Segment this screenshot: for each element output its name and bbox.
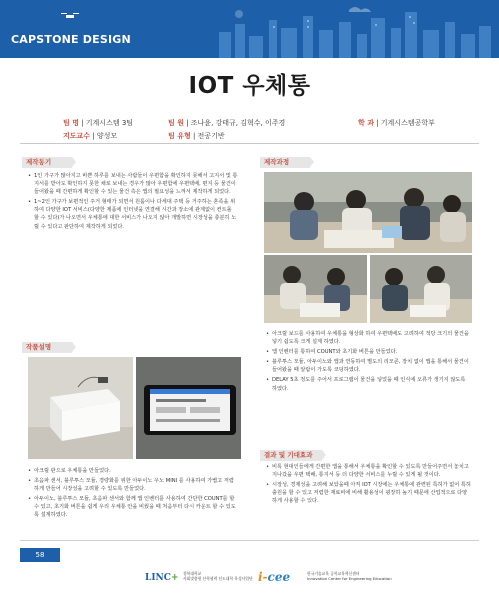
product-text [28,467,238,522]
product-paragraph: • 아두이노, 블루투스 모듈, 초음파 센서와 함께 앱 인벤터를 사용하여 간단한 COUNT를 할 수 있고, 초기화 버튼을 쉽게 우리 우체통 안을 비웠을 때 처음부터 다시 카운트 할 수 있도록 설계하였다. [28,495,238,519]
product-paragraph: • 아크릴 판으로 우체통을 만들었다. [28,467,238,475]
section-header-product: 작품설명 [22,342,72,353]
divider [20,143,479,144]
page-title: IOT 우체통 [188,73,311,99]
process-paragraph: • DELAY 5초 정도를 주어서 프로그램이 물건을 넣었을 때 인식에 오류가 생기지 않도록 하였다. [266,376,472,392]
icee-logo-caption: 한국기술교육 공학교육혁신센터 Innovation Center for Engineering Education [307,571,392,581]
linc-logo-caption: 경북대학교 사회맞춤형 산학협력 선도대학 육성사업단 [183,571,253,581]
footer-divider [20,540,479,541]
brand-title: CAPSTONE DESIGN [11,33,131,46]
team-name-field: 팀 명 | 기계시스템 3팀 [63,119,134,127]
section-header-process: 제작과정 [260,157,310,168]
process-paragraph: • 아크릴 보드를 사용하여 우체통을 형상화 하여 우편택배도 고려하여 적당 크기의 물건을 넣기 쉽도록 크게 설계 하였다. [266,330,472,346]
motivation-paragraph: • 1인 가구가 많아지고 바쁜 하루를 보내는 사람들이 우편함을 확인하지 못해서 고지서 및 통지서를 받아도 확인하지 못한 채로 보내는 경우가 많아 우편함에 우편택배, 편지 등 물건이 들어왔을 때 간편하게 확인할 수 있는 물건 측은 앱의 필요성을 느껴서 제작하게 되었다. [28,172,238,196]
motivation-text [28,172,238,233]
team-members-field: 팀 원 | 조나윤, 강태규, 김혁수, 이주경 [168,119,286,127]
process-photo [370,255,472,323]
process-text [266,330,472,395]
process-paragraph: • 블루투스 모듈, 아두이노와 앱과 연동하여 별도의 리모콘, 장치 없이 앱을 통해서 물건이 들어왔을 때 알람이 가도록 코딩하였다. [266,358,472,374]
page-number: 58 [20,548,60,562]
results-paragraph: • 비록 현대인들에게 간편한 앱을 통해서 우체통을 확인할 수 있도록 만들어주면서 놓치고 지나갔을 우편 택배, 통지서 등 더 다양한 서비스를 누릴 수 있게 될 것이다. [266,463,472,479]
product-paragraph: • 초음파 센서, 블루투스 모듈, 경량화를 위한 아두이노 우노 MINI 를 사용하여 가볍고 저렴하게 만들어 시장성을 고려할 수 있도록 만들었다. [28,477,238,493]
drone-icon [60,12,80,20]
results-paragraph: • 시장성, 경제성을 고려해 보았을때 아직 IOT 시장에는 우체통에 관련된 특허가 없어 특허 출원을 할 수 있고 저렴한 재료비에 비해 활용성이 굉장히 높기 때문에 산업적으로 다양하게 사용할 수 있다. [266,481,472,505]
process-paragraph: • 앱 인벤터를 통하여 COUNT와 초기화 버튼을 만들었다. [266,348,472,356]
results-text [266,463,472,507]
process-photo [264,255,367,323]
linc-logo: LINC+ [145,573,179,583]
advisor-field: 지도교수 | 양성모 [63,132,118,140]
mailbox-photo [28,357,133,459]
department-field: 학 과 | 기계시스템공학부 [358,119,435,127]
section-header-results: 결과 및 기대효과 [260,450,322,461]
team-type-field: 팀 유형 | 전공기반 [168,132,225,140]
city-skyline-illustration [199,0,499,58]
section-header-motivation: 제작동기 [22,157,72,168]
motivation-paragraph: • 1~2인 가구가 보편적인 주거 형태가 되면서 원룸이나 다세대 주택 등 거주하는 혼족을 위하여 다양한 IOT 서비스(다양한 제품에 인터넷을 연결해 시간과 장소에 관계없이 컨트롤 할 수 있다)가 나오면서 우체통에 대한 서비스가 나오지 않아 개발하면 시장성을 충분히 노릴 수 있다고 판단하여 제작하게 되었다. [28,198,238,230]
header-banner [0,0,499,58]
app-screenshot-photo [136,357,241,459]
icee-logo: i-cee [258,570,291,584]
process-photo [264,172,472,253]
